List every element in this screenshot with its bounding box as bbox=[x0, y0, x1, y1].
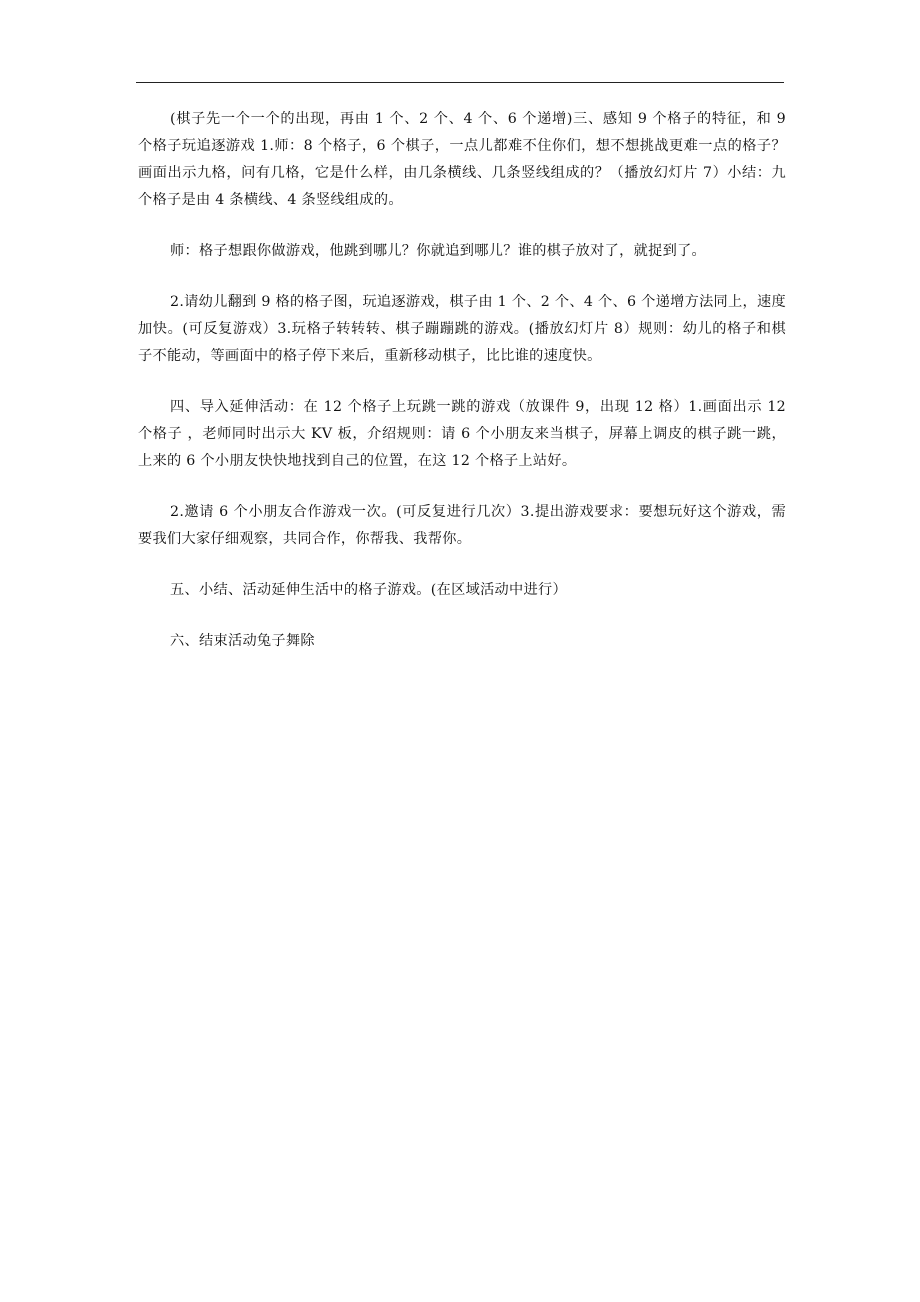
paragraph-2: 师：格子想跟你做游戏，他跳到哪儿？你就追到哪儿？谁的棋子放对了，就捉到了。 bbox=[170, 243, 707, 259]
paragraph-3: 2.请幼儿翻到 9 格的格子图，玩追逐游戏，棋子由 1 个、2 个、4 个、6 个递增方法同上，速度加快。(可反复游戏）3.玩格子转转转、棋子蹦蹦跳的游戏。(播放幻灯片 8）规则：幼儿的格子和棋子不能动，等画面中的格子停下来后，重新移动棋子，比比谁的速度快。 bbox=[138, 294, 786, 364]
paragraph-4: 四、导入延伸活动：在 12 个格子上玩跳一跳的游戏（放课件 9，出现 12 格）1.画面出示 12 个格子 ，老师同时出示大 KV 板，介绍规则：请 6 个小朋友来当棋子，屏幕上调皮的棋子跳一跳，上来的 6 个小朋友快快地找到自己的位置，在这 12 个格子上站好。 bbox=[138, 399, 786, 469]
header-rule bbox=[136, 82, 784, 83]
paragraph-6: 五、小结、活动延伸生活中的格子游戏。(在区域活动中进行） bbox=[170, 582, 567, 598]
paragraph-7: 六、结束活动兔子舞除 bbox=[170, 633, 315, 649]
paragraph-1: (棋子先一个一个的出现，再由 1 个、2 个、4 个、6 个递增)三、感知 9 个格子的特征，和 9 个格子玩追逐游戏 1.师：8 个格子，6 个棋子，一点儿都难不住你们，想不想挑战更难一点的格子？画面出示九格，问有几格，它是什么样，由几条横线、几条竖线组成的？（播放幻灯片 7）小结：九个格子是由 4 条横线、4 条竖线组成的。 bbox=[138, 111, 786, 208]
document-body bbox=[138, 106, 786, 679]
paragraph-5: 2.邀请 6 个小朋友合作游戏一次。(可反复进行几次）3.提出游戏要求：要想玩好这个游戏，需要我们大家仔细观察，共同合作，你帮我、我帮你。 bbox=[138, 504, 786, 547]
